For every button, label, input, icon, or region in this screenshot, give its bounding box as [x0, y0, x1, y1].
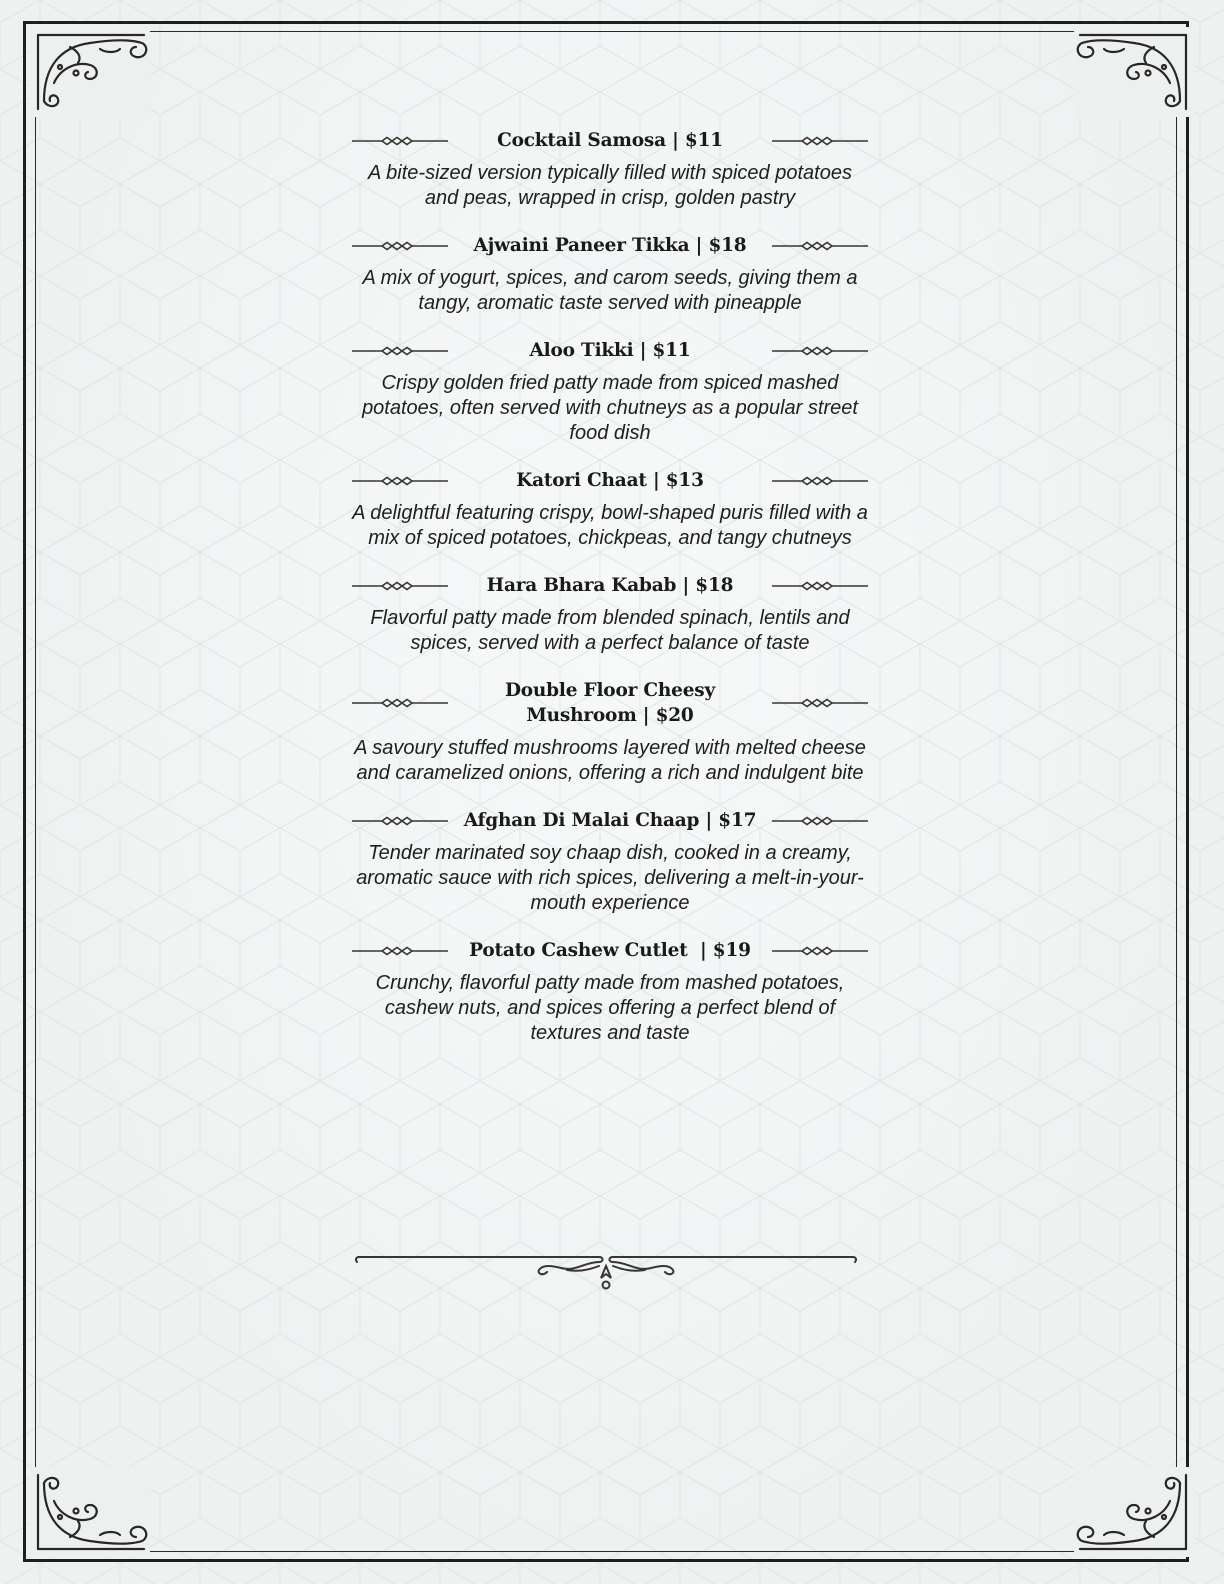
menu-item	[352, 808, 868, 916]
diamond-chain-divider-icon	[772, 698, 868, 708]
menu-item-header	[352, 128, 868, 153]
menu-item-description: A delightful featuring crispy, bowl-shaped puris filled with a mix of spiced potatoes, chickpeas, and tangy chutneys	[352, 502, 868, 549]
diamond-chain-divider-icon	[772, 816, 868, 826]
menu-item	[352, 468, 868, 551]
menu-item	[352, 938, 868, 1046]
diamond-chain-divider-icon	[772, 581, 868, 591]
menu-item-name: Double Floor Cheesy Mushroom | $20	[504, 680, 716, 726]
diamond-chain-divider-icon	[352, 476, 448, 486]
diamond-chain-divider-icon	[352, 581, 448, 591]
menu-item	[352, 573, 868, 656]
menu-item-name: Katori Chaat | $13	[516, 470, 704, 491]
scroll-ornament-icon	[353, 1252, 859, 1298]
menu-item-name: Cocktail Samosa | $11	[497, 130, 723, 151]
menu-item-description: Flavorful patty made from blended spinach, lentils and spices, served with a perfect balance of taste	[370, 607, 850, 654]
menu-item-header	[352, 233, 868, 258]
menu-item	[352, 678, 868, 786]
menu-item-name: Ajwaini Paneer Tikka | $18	[473, 235, 747, 256]
menu-item-name: Potato Cashew Cutlet | $19	[469, 940, 751, 961]
diamond-chain-divider-icon	[352, 241, 448, 251]
diamond-chain-divider-icon	[772, 946, 868, 956]
flourish-corner-icon	[30, 1467, 150, 1557]
menu-item-description: A savoury stuffed mushrooms layered with melted cheese and caramelized onions, offering a rich and indulgent bite	[354, 737, 866, 784]
menu-item-header	[352, 678, 868, 728]
diamond-chain-divider-icon	[772, 241, 868, 251]
flourish-corner-icon	[1074, 1467, 1194, 1557]
menu-item	[352, 128, 868, 211]
menu-item-header	[352, 468, 868, 493]
menu-item	[352, 233, 868, 316]
diamond-chain-divider-icon	[352, 816, 448, 826]
menu-item-header	[352, 808, 868, 833]
menu-item-description: Crunchy, flavorful patty made from mashed potatoes, cashew nuts, and spices offering a perfect blend of textures and taste	[375, 972, 845, 1044]
flourish-corner-icon	[30, 27, 150, 117]
menu-item	[352, 338, 868, 446]
menu-item-header	[352, 338, 868, 363]
menu-item-description: Tender marinated soy chaap dish, cooked in a creamy, aromatic sauce with rich spices, delivering a melt-in-your-mouth experience	[356, 842, 864, 914]
flourish-corner-icon	[1074, 27, 1194, 117]
menu-item-name: Hara Bhara Kabab | $18	[486, 575, 734, 596]
menu-item-header	[352, 938, 868, 963]
menu-list	[352, 128, 868, 1068]
diamond-chain-divider-icon	[772, 476, 868, 486]
diamond-chain-divider-icon	[352, 698, 448, 708]
diamond-chain-divider-icon	[352, 946, 448, 956]
diamond-chain-divider-icon	[772, 346, 868, 356]
menu-item-description: Crispy golden fried patty made from spiced mashed potatoes, often served with chutneys as a popular street food dish	[362, 372, 858, 444]
menu-item-name: Afghan Di Malai Chaap | $17	[463, 810, 757, 831]
diamond-chain-divider-icon	[772, 136, 868, 146]
menu-item-description: A bite-sized version typically filled with spiced potatoes and peas, wrapped in crisp, golden pastry	[368, 162, 852, 209]
diamond-chain-divider-icon	[352, 136, 448, 146]
menu-item-header	[352, 573, 868, 598]
diamond-chain-divider-icon	[352, 346, 448, 356]
menu-item-name: Aloo Tikki | $11	[529, 340, 691, 361]
menu-item-description: A mix of yogurt, spices, and carom seeds, giving them a tangy, aromatic taste served with pineapple	[362, 267, 858, 314]
